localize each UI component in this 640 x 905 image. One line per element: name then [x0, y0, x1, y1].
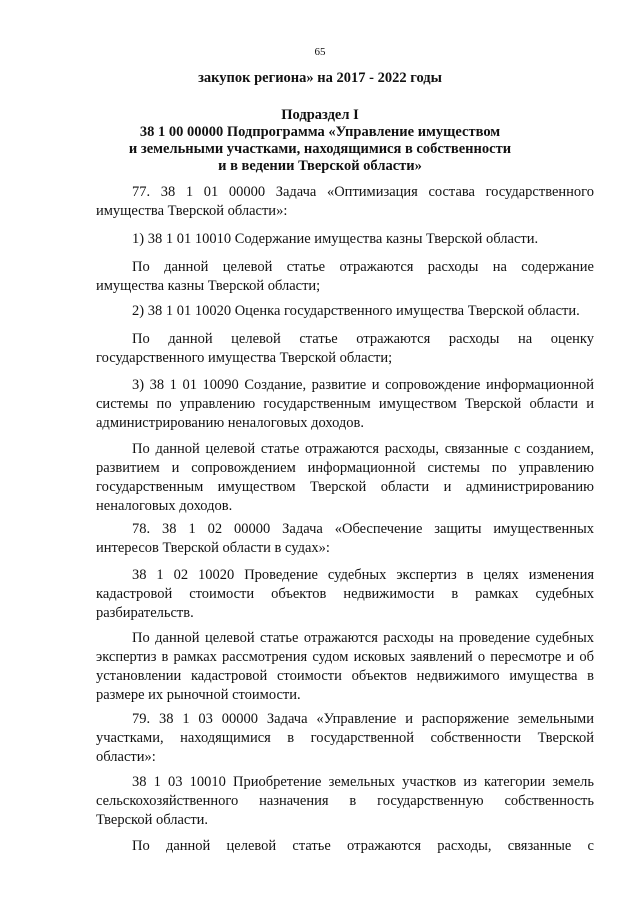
paragraph	[96, 330, 594, 368]
paragraph-line: участками, находящимися в государственной собственности Тверской	[96, 730, 594, 746]
paragraph-line: неналоговых доходов.	[96, 498, 233, 514]
paragraph-line: 79. 38 1 03 00000 Задача «Управление и распоряжение земельными	[132, 711, 594, 727]
paragraph	[96, 376, 594, 433]
paragraph	[96, 183, 594, 221]
paragraph-line: экспертиз в рамках рассмотрения судом исковых заявлений о пересмотре и об	[96, 649, 594, 665]
paragraph-line: По данной целевой статье отражаются расходы, связанные с созданием,	[132, 441, 594, 457]
page-number: 65	[314, 46, 326, 58]
header-line: закупок региона» на 2017 - 2022 годы	[198, 70, 442, 86]
paragraph-line: 3) 38 1 01 10090 Создание, развитие и сопровождение информационной	[132, 377, 594, 393]
subsection-line: 38 1 00 00000 Подпрограмма «Управление имуществом	[139, 124, 501, 140]
paragraph-line: сельскохозяйственного назначения в государственную собственность	[96, 793, 594, 809]
paragraph-line: области»:	[96, 749, 156, 765]
paragraph-line: По данной целевой статье отражаются расходы на оценку	[132, 331, 594, 347]
paragraph-line: 2) 38 1 01 10020 Оценка государственного имущества Тверской области.	[132, 303, 580, 319]
paragraph-line: По данной целевой статье отражаются расходы на проведение судебных	[132, 630, 594, 646]
paragraph	[96, 440, 594, 516]
paragraph	[96, 520, 594, 558]
paragraph-line: развитием и сопровождением информационной системы по управлению	[96, 460, 594, 476]
paragraph-line: 38 1 03 10010 Приобретение земельных участков из категории земель	[132, 774, 594, 790]
paragraph-line: администрированию неналоговых доходов.	[96, 415, 364, 431]
paragraph	[96, 230, 594, 249]
paragraph	[96, 773, 594, 830]
paragraph-line: кадастровой стоимости объектов недвижимости в рамках судебных	[96, 586, 594, 602]
paragraph	[96, 629, 594, 705]
paragraph-line: интересов Тверской области в судах»:	[96, 540, 330, 556]
paragraph	[96, 566, 594, 623]
paragraph-line: государственного имущества Тверской области;	[96, 350, 393, 366]
paragraph-line: государственным имуществом Тверской области и администрированию	[96, 479, 594, 495]
paragraph-line: системы по управлению государственным имуществом Тверской области и	[96, 396, 594, 412]
paragraph-line: Тверской области.	[96, 812, 209, 828]
paragraph	[96, 710, 594, 767]
subsection-line: и в ведении Тверской области»	[218, 158, 422, 174]
paragraph	[96, 837, 594, 856]
paragraph-line: размере их рыночной стоимости.	[96, 687, 301, 703]
paragraph-line: разбирательств.	[96, 605, 194, 621]
subsection-line: и земельными участками, находящимися в собственности	[128, 141, 512, 157]
paragraph	[96, 302, 594, 321]
paragraph-line: По данной целевой статье отражаются расходы на содержание	[132, 259, 594, 275]
paragraph-line: 78. 38 1 02 00000 Задача «Обеспечение защиты имущественных	[132, 521, 594, 537]
paragraph	[96, 258, 594, 296]
paragraph-line: имущества Тверской области»:	[96, 203, 288, 219]
paragraph-line: 1) 38 1 01 10010 Содержание имущества казны Тверской области.	[132, 231, 539, 247]
paragraph-line: 38 1 02 10020 Проведение судебных экспертиз в целях изменения	[132, 567, 594, 583]
paragraph-line: По данной целевой статье отражаются расходы, связанные с	[132, 838, 594, 854]
paragraph-line: имущества казны Тверской области;	[96, 278, 321, 294]
subsection-title: Подраздел I	[281, 107, 359, 123]
paragraph-line: 77. 38 1 01 00000 Задача «Оптимизация состава государственного	[132, 184, 594, 200]
paragraph-line: установлении кадастровой стоимости объектов недвижимого имущества в	[96, 668, 594, 684]
